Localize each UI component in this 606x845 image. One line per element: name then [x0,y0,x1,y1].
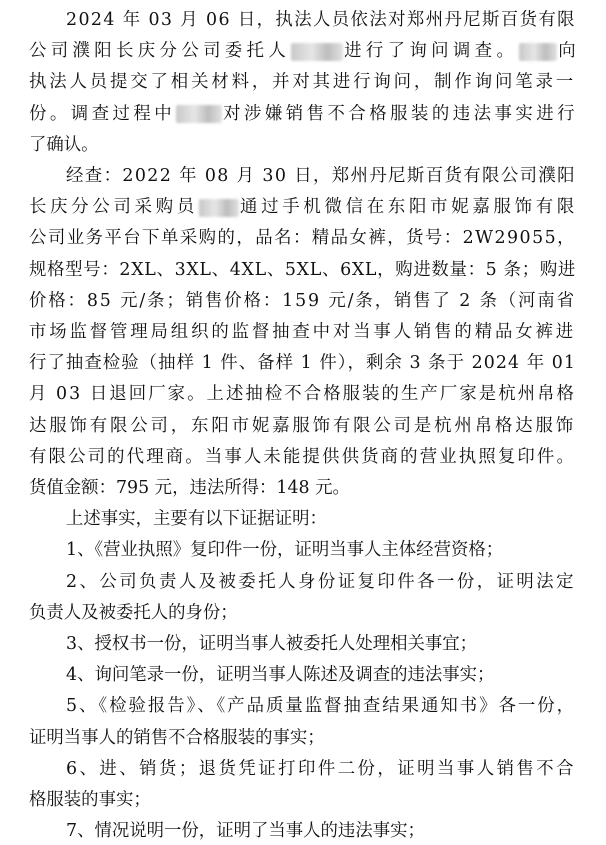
text-line [29,603,576,627]
text-line [29,260,576,284]
text-segment: 市场监督管理局组织的监督抽查中对当事人销售的精品女裤进 [29,322,576,342]
text-segment: 经查：2022 年 08 月 30 日，郑州丹尼斯百货有限公司濮阳 [66,166,576,186]
text-line [29,416,576,440]
text-line [66,540,576,564]
text-segment: 7、情况说明一份，证明了当事人的违法事实； [66,821,425,842]
text-line [29,41,580,65]
redaction-blur [176,105,222,123]
text-line [29,72,576,96]
text-segment: 对涉嫌销售不合格服装的违法事实进行 [223,103,578,124]
text-line [29,135,576,159]
text-segment: 行了抽查检验（抽样 1 件、备样 1 件），剩余 3 条于 2024 年 01 [29,353,576,374]
text-line [29,228,576,252]
text-line [29,478,576,502]
text-segment: 5、《检验报告》、《产品质量监督抽查结果通知书》各一份， [66,696,577,717]
text-segment: 负责人及被委托人的身份； [29,602,238,623]
text-segment: 进行了询问调查。 [344,41,519,62]
text-line [66,10,576,34]
text-segment: 公司业务平台下单采购的，品名：精品女裤，货号：2W29055， [29,228,576,249]
text-line [29,322,576,346]
text-segment: 货值金额：795 元，违法所得：148 元。 [29,478,350,498]
text-segment: 有限公司的代理商。当事人未能提供供货商的营业执照复印件。 [29,446,577,467]
text-segment: 达服饰有限公司，东阳市妮嘉服饰有限公司是杭州帛格达服饰 [29,415,576,436]
text-segment: 上述事实，主要有以下证据证明： [66,509,327,530]
text-segment: 公司濮阳长庆分公司委托人 [29,41,291,62]
text-segment: 6、进、销货；退货凭证打印件二份，证明当事人销售不合 [66,758,577,779]
redaction-blur [199,199,239,217]
text-line [66,572,576,596]
text-line [29,447,576,471]
text-line [29,353,576,377]
text-segment: 长庆分公司采购员 [29,197,198,218]
text-line [29,291,576,315]
text-line [29,790,576,814]
redaction-blur [519,43,557,61]
text-line [66,509,576,533]
text-line [29,728,576,752]
text-segment: 3、授权书一份，证明当事人被委托人处理相关事宜； [66,634,478,654]
text-segment: 规格型号：2XL、3XL、4XL、5XL、6XL，购进数量：5 条；购进 [29,259,577,280]
text-segment: 2024 年 03 月 06 日，执法人员依法对郑州丹尼斯百货有限 [66,10,576,30]
text-segment: 1、《营业执照》复印件一份，证明当事人主体经营资格； [66,540,504,561]
text-line [66,634,576,658]
text-line [66,166,576,190]
text-line [66,759,576,783]
text-line [29,197,576,221]
text-segment: 2、公司负责人及被委托人身份证复印件各一份，证明法定 [66,571,577,592]
text-line [29,104,576,128]
text-segment: 价格：85 元/条；销售价格：159 元/条，销售了 2 条（河南省 [29,290,576,311]
text-line [66,821,576,845]
text-segment: 向 [558,41,580,62]
text-line [66,696,576,720]
text-segment: 格服装的事实； [29,790,151,810]
text-segment: 月 03 日退回厂家。上述抽检不合格服装的生产厂家是杭州帛格 [29,384,576,405]
text-segment: 了确认。 [29,134,99,155]
text-segment: 执法人员提交了相关材料，并对其进行询问，制作询问笔录一 [29,72,576,93]
text-line [66,665,576,689]
text-segment: 证明当事人的销售不合格服装的事实； [29,727,325,748]
text-segment: 通过手机微信在东阳市妮嘉服饰有限 [240,197,578,218]
redaction-blur [291,43,343,61]
text-segment: 4、询问笔录一份，证明当事人陈述及调查的违法事实； [66,665,495,686]
text-line [29,384,576,408]
text-segment: 份。调查过程中 [29,103,176,124]
